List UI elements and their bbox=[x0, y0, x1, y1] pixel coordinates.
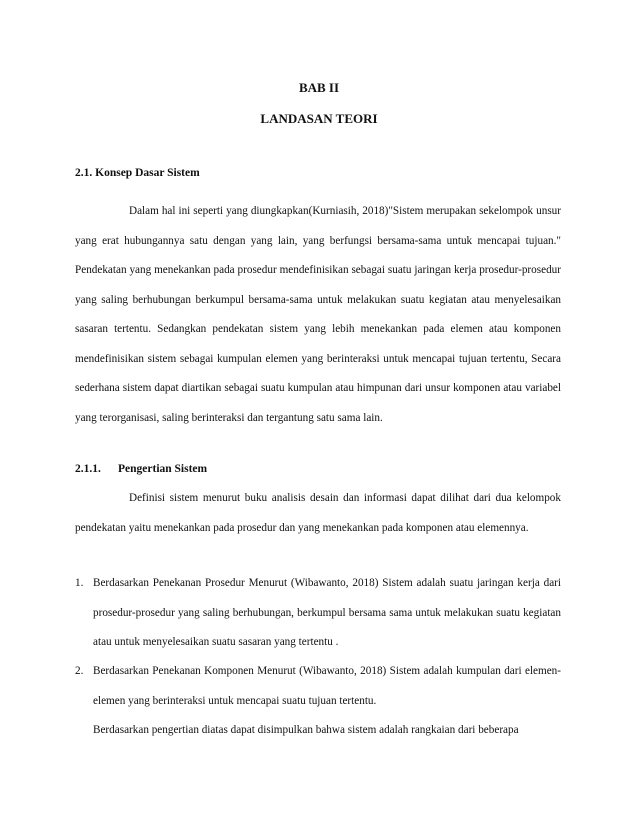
list-text: Berdasarkan Penekanan Prosedur Menurut (Wibawanto, 2018) Sistem adalah suatu jaringan kerja dari prosedur-prosedur yang saling berhubungan, berkumpul bersama sama untuk melakukan suatu kegiatan atau untuk menyelesaikan suatu sasaran yang tertentu . bbox=[93, 577, 561, 648]
chapter-number: BAB II bbox=[298, 80, 340, 95]
subsection-heading bbox=[75, 463, 207, 475]
list-item bbox=[75, 569, 561, 658]
subsection-paragraph: Definisi sistem menurut buku analisis desain dan informasi dapat dilihat dari dua kelompok pendekatan yaitu menekankan pada prosedur dan yang menekankan pada komponen atau elemennya. bbox=[75, 492, 561, 534]
chapter-title: LANDASAN TEORI bbox=[260, 111, 378, 126]
list-marker: 2. bbox=[75, 665, 84, 677]
subsection-title: Pengertian Sistem bbox=[118, 463, 208, 475]
list-marker: 1. bbox=[75, 577, 84, 589]
list-item bbox=[75, 657, 561, 716]
section-heading: 2.1. Konsep Dasar Sistem bbox=[75, 167, 200, 179]
conclusion-paragraph: Berdasarkan pengertian diatas dapat disimpulkan bahwa sistem adalah rangkaian dari beberapa bbox=[93, 724, 519, 736]
subsection-number: 2.1.1. bbox=[75, 463, 101, 475]
list-text: Berdasarkan Penekanan Komponen Menurut (Wibawanto, 2018) Sistem adalah kumpulan dari elemen-elemen yang berinteraksi untuk mencapai suatu tujuan tertentu. bbox=[93, 665, 561, 707]
section-paragraph: Dalam hal ini seperti yang diungkapkan(Kurniasih, 2018)"Sistem merupakan sekelompok unsur yang erat hubungannya satu dengan yang lain, yang berfungsi bersama-sama untuk mencapai tujuan." Pendekatan yang menekankan pada prosedur mendefinisikan sebagai suatu jaringan kerja prosedur-prosedur yang saling berhubungan berkumpul bersama-sama untuk melakukan suatu kegiatan atau menyelesaikan sasaran tertentu. Sedangkan pendekatan sistem yang lebih menekankan pada elemen atau komponen mendefinisikan sistem sebagai kumpulan elemen yang berinteraksi untuk mencapai tujuan tertentu, Secara sederhana sistem dapat diartikan sebagai suatu kumpulan atau himpunan dari unsur komponen atau variabel yang terorganisasi, saling berinteraksi dan tergantung satu sama lain. bbox=[75, 205, 561, 424]
